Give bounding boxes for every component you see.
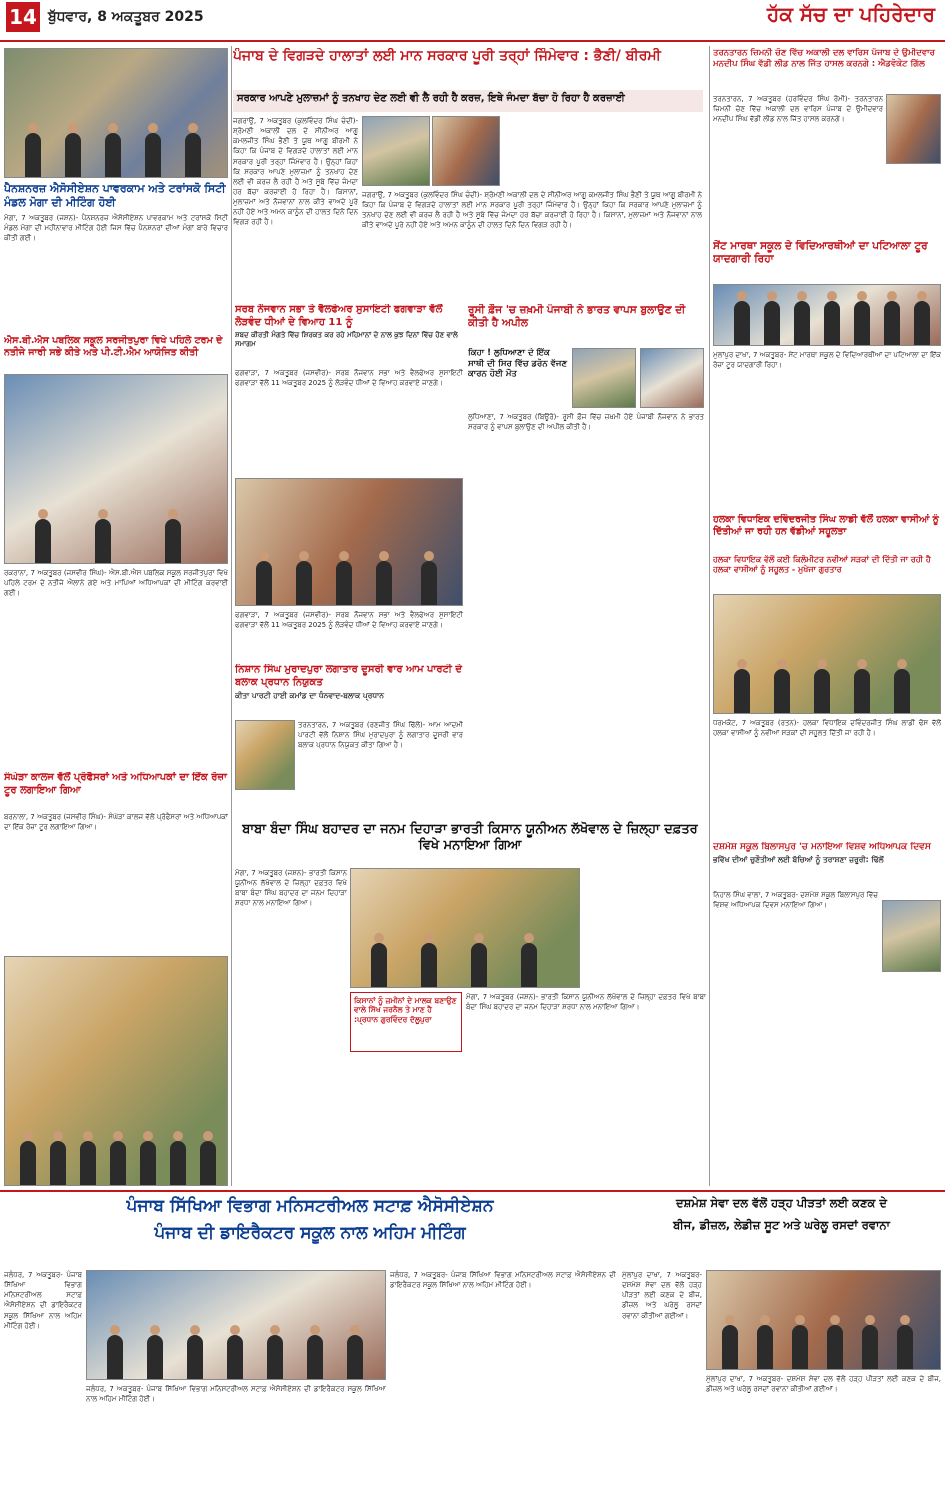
politician-photo-1	[362, 116, 430, 186]
russia-army-story	[468, 304, 704, 346]
mla-ladi-sub: ਹਲਕਾ ਵਿਧਾਇਕ ਵੱਲੋਂ ਕਈ ਕਿਲੋਮੀਟਰ ਨਵੀਆਂ ਸੜਕਾਂ ਦੀ ਦਿੱਤੀ ਜਾ ਰਹੀ ਹੈ ਹਲਕਾ ਵਾਸੀਆਂ ਨੂੰ ਸਹੂਲਤ - ਮੁਖੇਜਾ ਗੁਰਤਾਰ	[713, 555, 931, 574]
main-body-text-cont: ਜਗਰਾਉਂ, 7 ਅਕਤੂਬਰ (ਕੁਲਵਿੰਦਰ ਸਿੰਘ ਚੰਦੀ)- ਸ਼੍ਰੋਮਣੀ ਅਕਾਲੀ ਦਲ ਦੇ ਸੀਨੀਅਰ ਆਗੂ ਕਮਲਜੀਤ ਸਿੰਘ ਭੈਣੀ ਤੇ ਯੂਥ ਆਗੂ ਬੀਰਮੀ ਨੇ ਕਿਹਾ ਕਿ ਪੰਜਾਬ ਦੇ ਵਿਗੜਦੇ ਹਾਲਾਤਾਂ ਲਈ ਮਾਨ ਸਰਕਾਰ ਪੂਰੀ ਤਰ੍ਹਾਂ ਜਿੰਮੇਵਾਰ ਹੈ। ਉਨ੍ਹਾਂ ਕਿਹਾ ਕਿ ਸਰਕਾਰ ਆਪਣੇ ਮੁਲਾਜ਼ਮਾਂ ਨੂੰ ਤਨਖਾਹ ਦੇਣ ਲਈ ਵੀ ਕਰਜ਼ ਲੈ ਰਹੀ ਹੈ ਅਤੇ ਸੂਬੇ ਵਿੱਚ ਜੰਮਦਾ ਹਰ ਬੱਚਾ ਕਰਜ਼ਾਈ ਹੋ ਰਿਹਾ ਹੈ। ਕਿਸਾਨਾਂ, ਮੁਲਾਜ਼ਮਾਂ ਅਤੇ ਨੌਜਵਾਨਾਂ ਨਾਲ ਕੀਤੇ ਵਾਅਦੇ ਪੂਰੇ ਨਹੀਂ ਹੋਏ ਅਤੇ ਅਮਨ ਕਾਨੂੰਨ ਦੀ ਹਾਲਤ ਦਿਨੋਂ ਦਿਨ ਵਿਗੜ ਰਹੀ ਹੈ।	[362, 191, 702, 230]
dashmesh-seva-photo	[706, 1270, 941, 1370]
sbs-school-story	[4, 335, 228, 371]
main-headline-block	[233, 48, 703, 88]
dashmesh-seva-banner	[622, 1196, 941, 1266]
mla-ladi-title: ਹਲਕਾ ਵਿਧਾਇਕ ਦਵਿੰਦਰਜੀਤ ਸਿੰਘ ਲਾਡੀ ਵੱਲੋਂ ਹਲਕਾ ਵਾਸੀਆਂ ਨੂੰ ਦਿੱਤੀਆਂ ਜਾ ਰਹੀ ਹਨ ਵੱਡੀਆਂ ਸਹੂਲਤਾ	[713, 514, 939, 537]
russia-army-aside-block	[468, 348, 568, 408]
sarab-naujawan-photo	[235, 478, 463, 606]
dashmesh-seva-body: ਮੁੱਲਾਂਪੁਰ ਦਾਖਾ, 7 ਅਕਤੂਬਰ- ਦਸ਼ਮੇਸ਼ ਸੇਵਾ ਦਲ ਵੱਲੋਂ ਹੜ੍ਹ ਪੀੜਤਾਂ ਲਈ ਕਣਕ ਦੇ ਬੀਜ, ਡੀਜ਼ਲ ਅਤੇ ਘਰੇਲੂ ਰਸਦਾਂ ਰਵਾਨਾ ਕੀਤੀਆਂ ਗਈਆਂ।	[622, 1271, 702, 1320]
russia-army-body: ਲੁਧਿਆਣਾ, 7 ਅਕਤੂਬਰ (ਬਿਊਰੋ)- ਰੂਸੀ ਫ਼ੌਜ ਵਿੱਚ ਜ਼ਖ਼ਮੀ ਹੋਏ ਪੰਜਾਬੀ ਨੌਜਵਾਨ ਨੇ ਭਾਰਤ ਸਰਕਾਰ ਨੂੰ ਵਾਪਸ ਬੁਲਾਉਣ ਦੀ ਅਪੀਲ ਕੀਤੀ ਹੈ।	[468, 413, 704, 432]
nishan-singh-photo	[235, 720, 295, 790]
sarab-naujawan-story	[235, 304, 463, 364]
farmer-union-banner	[235, 822, 705, 864]
politician-photo-2	[432, 116, 500, 186]
sanghera-college-story	[4, 772, 228, 808]
main-story-body	[233, 116, 358, 296]
page-number: 14	[6, 2, 40, 32]
masthead	[0, 0, 945, 42]
ministerial-staff-body-block-3	[390, 1270, 616, 1502]
main-subhead-block	[233, 90, 703, 112]
newspaper-brand: ਹੱਕ ਸੱਚ ਦਾ ਪਹਿਰੇਦਾਰ	[767, 2, 935, 26]
main-story-body-cont	[362, 190, 702, 298]
sarab-naujawan-title: ਸਰਬ ਨੌਜਵਾਨ ਸਭਾ ਤੇ ਵੈਲਫੇਅਰ ਸੁਸਾਇਟੀ ਫਗਵਾੜਾ ਵੱਲੋਂ ਲੋੜਵੰਦ ਧੀਆਂ ਦੇ ਵਿਆਹ 11 ਨੂੰ	[235, 304, 443, 328]
st-martha-title: ਸੇਂਟ ਮਾਰਥਾ ਸਕੂਲ ਦੇ ਵਿਦਿਆਰਥੀਆਂ ਦਾ ਪਟਿਆਲਾ ਟੂਰ ਯਾਦਗਾਰੀ ਰਿਹਾ	[713, 240, 928, 266]
farmer-story-body-block	[235, 868, 347, 1128]
main-body-text: ਜਗਰਾਉਂ, 7 ਅਕਤੂਬਰ (ਕੁਲਵਿੰਦਰ ਸਿੰਘ ਚੰਦੀ)- ਸ਼੍ਰੋਮਣੀ ਅਕਾਲੀ ਦਲ ਦੇ ਸੀਨੀਅਰ ਆਗੂ ਕਮਲਜੀਤ ਸਿੰਘ ਭੈਣੀ ਤੇ ਯੂਥ ਆਗੂ ਬੀਰਮੀ ਨੇ ਕਿਹਾ ਕਿ ਪੰਜਾਬ ਦੇ ਵਿਗੜਦੇ ਹਾਲਾਤਾਂ ਲਈ ਮਾਨ ਸਰਕਾਰ ਪੂਰੀ ਤਰ੍ਹਾਂ ਜਿੰਮੇਵਾਰ ਹੈ। ਉਨ੍ਹਾਂ ਕਿਹਾ ਕਿ ਸਰਕਾਰ ਆਪਣੇ ਮੁਲਾਜ਼ਮਾਂ ਨੂੰ ਤਨਖਾਹ ਦੇਣ ਲਈ ਵੀ ਕਰਜ਼ ਲੈ ਰਹੀ ਹੈ ਅਤੇ ਸੂਬੇ ਵਿੱਚ ਜੰਮਦਾ ਹਰ ਬੱਚਾ ਕਰਜ਼ਾਈ ਹੋ ਰਿਹਾ ਹੈ। ਕਿਸਾਨਾਂ, ਮੁਲਾਜ਼ਮਾਂ ਅਤੇ ਨੌਜਵਾਨਾਂ ਨਾਲ ਕੀਤੇ ਵਾਅਦੇ ਪੂਰੇ ਨਹੀਂ ਹੋਏ ਅਤੇ ਅਮਨ ਕਾਨੂੰਨ ਦੀ ਹਾਲਤ ਦਿਨੋਂ ਦਿਨ ਵਿਗੜ ਰਹੀ ਹੈ।	[233, 117, 358, 227]
russia-army-title: ਰੂਸੀ ਫ਼ੌਜ 'ਚ ਜ਼ਖ਼ਮੀ ਪੰਜਾਬੀ ਨੇ ਭਾਰਤ ਵਾਪਸ ਬੁਲਾਉਣ ਦੀ ਕੀਤੀ ਹੈ ਅਪੀਲ	[468, 304, 686, 330]
right-column-divider	[709, 46, 710, 1186]
teachers-day-body-block	[713, 890, 878, 1180]
st-martha-body: ਮੁਲਾਂਪੁਰ ਦਾਖਾ, 7 ਅਕਤੂਬਰ- ਸੇਂਟ ਮਾਰਥਾ ਸਕੂਲ ਦੇ ਵਿਦਿਆਰਥੀਆਂ ਦਾ ਪਟਿਆਲਾ ਦਾ ਇੱਕ ਰੋਜ਼ਾ ਟੂਰ ਯਾਦਗਾਰੀ ਰਿਹਾ।	[713, 351, 941, 370]
nishan-singh-sub: ਕੀਤਾ ਪਾਰਟੀ ਹਾਈ ਕਮਾਂਡ ਦਾ ਧੰਨਵਾਦ-ਬਲਾਕ ਪ੍ਰਧਾਨ	[235, 691, 384, 700]
sbs-school-photo	[4, 374, 228, 564]
st-martha-body-block	[713, 350, 941, 510]
st-martha-story	[713, 240, 941, 280]
sanghera-college-body: ਬਰਨਾਲਾ, 7 ਅਕਤੂਬਰ (ਜਸਵੀਰ ਸਿੰਘ)- ਸੰਘੇੜਾ ਕਾਲਜ ਵੱਲੋਂ ਪ੍ਰੋਫੈਸਰਾਂ ਅਤੇ ਅਧਿਆਪਕਾਂ ਦਾ ਇੱਕ ਰੋਜ਼ਾ ਟੂਰ ਲਗਾਇਆ ਗਿਆ।	[4, 813, 228, 832]
column-divider	[231, 46, 232, 1186]
bottom-divider	[0, 1190, 945, 1192]
pensioners-story	[4, 182, 228, 332]
ministerial-staff-banner	[4, 1196, 616, 1266]
tarn-taran-body-block	[713, 94, 883, 234]
dashmesh-seva-body-cont: ਮੁੱਲਾਂਪੁਰ ਦਾਖਾ, 7 ਅਕਤੂਬਰ- ਦਸ਼ਮੇਸ਼ ਸੇਵਾ ਦਲ ਵੱਲੋਂ ਹੜ੍ਹ ਪੀੜਤਾਂ ਲਈ ਕਣਕ ਦੇ ਬੀਜ, ਡੀਜ਼ਲ ਅਤੇ ਘਰੇਲੂ ਰਸਦਾਂ ਰਵਾਨਾ ਕੀਤੀਆਂ ਗਈਆਂ।	[706, 1375, 941, 1394]
sarab-naujawan-sub: ਸ਼ਬਦ ਕੀਰਤੀ ਮੰਗਤੇ ਵਿੱਚ ਸ਼ਿਰਕਤ ਕਰ ਰਹੇ ਮਹਿਮਾਨਾਂ ਦੇ ਨਾਲ ਕੁਝ ਦਿਨਾਂ ਵਿੱਚ ਹੋਣ ਵਾਲੇ ਸਮਾਗਮ	[235, 331, 458, 348]
ministerial-staff-body-block-2	[86, 1384, 386, 1502]
teachers-day-photo	[882, 900, 941, 972]
dashmesh-seva-body-block	[622, 1270, 702, 1502]
sbs-school-body: ਰਕਰਾਨਾ, 7 ਅਕਤੂਬਰ (ਜਸਵੀਰ ਸਿੰਘ)- ਐਸ.ਬੀ.ਐਸ ਪਬਲਿਕ ਸਕੂਲ ਸਰਜੀਤਪੁਰਾ ਵਿਖੇ ਪਹਿਲੇ ਟਰਮ ਦੇ ਨਤੀਜੇ ਐਲਾਨੇ ਗਏ ਅਤੇ ਮਾਪਿਆਂ ਅਧਿਆਪਕਾਂ ਦੀ ਮੀਟਿੰਗ ਕਰਵਾਈ ਗਈ।	[4, 569, 228, 598]
pensioners-title: ਪੈਨਸ਼ਨਰਜ਼ ਐਸੋਸੀਏਸ਼ਨ ਪਾਵਰਕਾਮ ਅਤੇ ਟਰਾਂਸਕੋ ਸਿਟੀ ਮੰਡਲ ਮੋਗਾ ਦੀ ਮੀਟਿੰਗ ਹੋਈ	[4, 182, 226, 209]
teachers-day-sub: ਭਵਿੱਖ ਦੀਆਂ ਚੁਣੌਤੀਆਂ ਲਈ ਬੱਚਿਆਂ ਨੂੰ ਤਰਾਸ਼ਣਾ ਜ਼ਰੂਰੀ: ਢਿੱਲੋਂ	[713, 855, 884, 865]
mla-ladi-sub-block	[713, 555, 941, 591]
sarab-naujawan-body: ਫਗਵਾੜਾ, 7 ਅਕਤੂਬਰ (ਜਸਵੀਰ)- ਸਰਬ ਨੌਜਵਾਨ ਸਭਾ ਅਤੇ ਵੈਲਫੇਅਰ ਸੁਸਾਇਟੀ ਫਗਵਾੜਾ ਵੱਲੋਂ 11 ਅਕਤੂਬਰ 2025 ਨੂੰ ਲੋੜਵੰਦ ਧੀਆਂ ਦੇ ਵਿਆਹ ਕਰਵਾਏ ਜਾਣਗੇ।	[235, 369, 463, 388]
mla-ladi-photo	[713, 594, 941, 714]
farmer-event-photo	[350, 868, 580, 988]
farmer-quote-box	[350, 992, 462, 1052]
st-martha-photo	[713, 284, 941, 346]
ministerial-staff-body-block	[4, 1270, 82, 1502]
russia-army-aside: ਕਿਹਾ ! ਲੁਧਿਆਣਾ ਦੇ ਇੱਕ ਸਾਥੀ ਦੀ ਸਿਰ ਵਿੱਚ ਡਰੋਨ ਵੱਜਣ ਕਾਰਨ ਹੋਈ ਮੌਤ	[468, 348, 567, 380]
farmer-story-body-cont: ਮੋਗਾ, 7 ਅਕਤੂਬਰ (ਜਸ਼ਨ)- ਭਾਰਤੀ ਕਿਸਾਨ ਯੂਨੀਅਨ ਲੱਖੋਵਾਲ ਦੇ ਜ਼ਿਲ੍ਹਾ ਦਫ਼ਤਰ ਵਿਖੇ ਬਾਬਾ ਬੰਦਾ ਸਿੰਘ ਬਹਾਦਰ ਦਾ ਜਨਮ ਦਿਹਾੜਾ ਸ਼ਰਧਾ ਨਾਲ ਮਨਾਇਆ ਗਿਆ।	[466, 993, 706, 1012]
ministerial-staff-line1: ਪੰਜਾਬ ਸਿੱਖਿਆ ਵਿਭਾਗ ਮਨਿਸਟਰੀਅਲ ਸਟਾਫ਼ ਐਸੋਸੀਏਸ਼ਨ	[126, 1196, 494, 1216]
sarab-naujawan-body-block	[235, 368, 463, 473]
nishan-singh-body-block	[298, 720, 463, 816]
russia-army-body-block	[468, 412, 704, 812]
sanghera-college-title: ਸੰਘੇੜਾ ਕਾਲਜ ਵੱਲੋਂ ਪ੍ਰੋਫੈਸਰਾਂ ਅਤੇ ਅਧਿਆਪਕਾਂ ਦਾ ਇੱਕ ਰੋਜ਼ਾ ਟੂਰ ਲਗਾਇਆ ਗਿਆ	[4, 772, 227, 796]
mla-ladi-body-block	[713, 718, 941, 838]
farmer-quote: ਕਿਸਾਨਾਂ ਨੂੰ ਜ਼ਮੀਨਾਂ ਦੇ ਮਾਲਕ ਬਣਾਉਣ ਵਾਲੇ ਸਿੱਖ ਜਰਨੈਲ ਤੇ ਮਾਣ ਹੈ :ਪ੍ਰਧਾਨ ਗੁਰਵਿੰਦਰ ਦੱਲੂਪੁਰਾ	[354, 996, 457, 1024]
advocate-gill-photo	[886, 94, 941, 164]
injured-soldier-photo-2	[640, 348, 704, 408]
pensioners-body: ਮੋਗਾ, 7 ਅਕਤੂਬਰ (ਜਸ਼ਨ)- ਪੈਨਸ਼ਨਰਜ਼ ਐਸੋਸੀਏਸ਼ਨ ਪਾਵਰਕਾਮ ਅਤੇ ਟਰਾਂਸਕੋ ਸਿਟੀ ਮੰਡਲ ਮੋਗਾ ਦੀ ਮਹੀਨਾਵਾਰ ਮੀਟਿੰਗ ਹੋਈ ਜਿਸ ਵਿੱਚ ਪੈਨਸ਼ਨਰਾਂ ਦੀਆਂ ਮੰਗਾਂ ਬਾਰੇ ਵਿਚਾਰ ਕੀਤੀ ਗਈ।	[4, 213, 228, 242]
nishan-singh-body: ਤਰਨਤਾਰਨ, 7 ਅਕਤੂਬਰ (ਰਣਜੀਤ ਸਿੰਘ ਢਿੱਲੋਂ)- ਆਮ ਆਦਮੀ ਪਾਰਟੀ ਵੱਲੋਂ ਨਿਸ਼ਾਨ ਸਿੰਘ ਮੁਰਾਦਪੁਰਾ ਨੂੰ ਲਗਾਤਾਰ ਦੂਸਰੀ ਵਾਰ ਬਲਾਕ ਪ੍ਰਧਾਨ ਨਿਯੁਕਤ ਕੀਤਾ ਗਿਆ ਹੈ।	[298, 721, 463, 750]
nishan-singh-story	[235, 664, 463, 716]
tarn-taran-story	[713, 48, 941, 92]
pensioners-meeting-photo	[4, 48, 228, 178]
teachers-day-story	[713, 842, 941, 886]
farmer-union-headline: ਬਾਬਾ ਬੰਦਾ ਸਿੰਘ ਬਹਾਦਰ ਦਾ ਜਨਮ ਦਿਹਾੜਾ ਭਾਰਤੀ ਕਿਸਾਨ ਯੂਨੀਅਨ ਲੱਖੋਵਾਲ ਦੇ ਜ਼ਿਲ੍ਹਾ ਦਫ਼ਤਰ ਵਿਖੇ ਮਨਾਇਆ ਗਿਆ	[242, 822, 698, 854]
dashmesh-seva-line1: ਦਸ਼ਮੇਸ਼ ਸੇਵਾ ਦਲ ਵੱਲੋਂ ਹੜ੍ਹ ਪੀੜਤਾਂ ਲਈ ਕਣਕ ਦੇ	[676, 1196, 887, 1210]
dashmesh-seva-line2: ਬੀਜ, ਡੀਜ਼ਲ, ਲੇਡੀਜ਼ ਸੂਟ ਅਤੇ ਘਰੇਲੂ ਰਸਦਾਂ ਰਵਾਨਾ	[673, 1218, 890, 1233]
injured-soldier-photo-1	[572, 348, 636, 408]
tarn-taran-title: ਤਰਨਤਾਰਨ ਜ਼ਿਮਨੀ ਚੋਣ ਵਿੱਚ ਅਕਾਲੀ ਦਲ ਵਾਰਿਸ ਪੰਜਾਬ ਦੇ ਉਮੀਦਵਾਰ ਮਨਦੀਪ ਸਿੰਘ ਵੱਡੀ ਲੀਡ ਨਾਲ ਜਿੱਤ ਹਾਸਲ ਕਰਨਗੇ : ਐਡਵੋਕੇਟ ਗਿੱਲ	[713, 48, 935, 69]
teachers-day-title: ਦਸ਼ਮੇਸ਼ ਸਕੂਲ ਬਿਲਾਸਪੁਰ 'ਚ ਮਨਾਇਆ ਵਿਸ਼ਵ ਅਧਿਆਪਕ ਦਿਵਸ	[713, 842, 931, 852]
sanghera-college-photo	[4, 956, 228, 1186]
mla-ladi-story	[713, 514, 941, 552]
ministerial-staff-body: ਜਲੰਧਰ, 7 ਅਕਤੂਬਰ- ਪੰਜਾਬ ਸਿੱਖਿਆ ਵਿਭਾਗ ਮਨਿਸਟਰੀਅਲ ਸਟਾਫ਼ ਐਸੋਸੀਏਸ਼ਨ ਦੀ ਡਾਇਰੈਕਟਰ ਸਕੂਲ ਸਿੱਖਿਆ ਨਾਲ ਅਹਿਮ ਮੀਟਿੰਗ ਹੋਈ।	[4, 1271, 82, 1330]
sarab-naujawan-body-block-2	[235, 610, 463, 660]
sarab-naujawan-body-cont: ਫਗਵਾੜਾ, 7 ਅਕਤੂਬਰ (ਜਸਵੀਰ)- ਸਰਬ ਨੌਜਵਾਨ ਸਭਾ ਅਤੇ ਵੈਲਫੇਅਰ ਸੁਸਾਇਟੀ ਫਗਵਾੜਾ ਵੱਲੋਂ 11 ਅਕਤੂਬਰ 2025 ਨੂੰ ਲੋੜਵੰਦ ਧੀਆਂ ਦੇ ਵਿਆਹ ਕਰਵਾਏ ਜਾਣਗੇ।	[235, 611, 463, 630]
farmer-story-body-block-2	[466, 992, 706, 1128]
main-headline: ਪੰਜਾਬ ਦੇ ਵਿਗੜਦੇ ਹਾਲਾਤਾਂ ਲਈ ਮਾਨ ਸਰਕਾਰ ਪੂਰੀ ਤਰ੍ਹਾਂ ਜਿੰਮੇਵਾਰ : ਭੈਣੀ/ ਬੀਰਮੀ	[233, 48, 661, 64]
mla-ladi-body: ਧਰਮਕੋਟ, 7 ਅਕਤੂਬਰ (ਰਤਨ)- ਹਲਕਾ ਵਿਧਾਇਕ ਦਵਿੰਦਰਜੀਤ ਸਿੰਘ ਲਾਡੀ ਢੋਸ ਵੱਲੋਂ ਹਲਕਾ ਵਾਸੀਆਂ ਨੂੰ ਨਵੀਆਂ ਸੜਕਾਂ ਦੀ ਸਹੂਲਤ ਦਿੱਤੀ ਜਾ ਰਹੀ ਹੈ।	[713, 719, 941, 738]
sanghera-college-body-block	[4, 812, 228, 952]
issue-date: ਬੁੱਧਵਾਰ, 8 ਅਕਤੂਬਰ 2025	[48, 9, 204, 25]
nishan-singh-title: ਨਿਸ਼ਾਨ ਸਿੰਘ ਮੁਰਾਦਪੁਰਾ ਲਗਾਤਾਰ ਦੂਸਰੀ ਵਾਰ ਆਮ ਪਾਰਟੀ ਦੇ ਬਲਾਕ ਪ੍ਰਧਾਨ ਨਿਯੁਕਤ	[235, 664, 463, 688]
dashmesh-seva-body-block-2	[706, 1374, 941, 1502]
ministerial-staff-line2: ਪੰਜਾਬ ਦੀ ਡਾਇਰੈਕਟਰ ਸਕੂਲ ਨਾਲ ਅਹਿਮ ਮੀਟਿੰਗ	[154, 1223, 466, 1244]
farmer-story-body: ਮੋਗਾ, 7 ਅਕਤੂਬਰ (ਜਸ਼ਨ)- ਭਾਰਤੀ ਕਿਸਾਨ ਯੂਨੀਅਨ ਲੱਖੋਵਾਲ ਦੇ ਜ਼ਿਲ੍ਹਾ ਦਫ਼ਤਰ ਵਿਖੇ ਬਾਬਾ ਬੰਦਾ ਸਿੰਘ ਬਹਾਦਰ ਦਾ ਜਨਮ ਦਿਹਾੜਾ ਸ਼ਰਧਾ ਨਾਲ ਮਨਾਇਆ ਗਿਆ।	[235, 869, 347, 908]
tarn-taran-body: ਤਰਨਤਾਰਨ, 7 ਅਕਤੂਬਰ (ਹਰਵਿੰਦਰ ਸਿੰਘ ਰੋਮੀ)- ਤਰਨਤਾਰਨ ਜ਼ਿਮਨੀ ਚੋਣ ਵਿੱਚ ਅਕਾਲੀ ਦਲ ਵਾਰਿਸ ਪੰਜਾਬ ਦੇ ਉਮੀਦਵਾਰ ਮਨਦੀਪ ਸਿੰਘ ਵੱਡੀ ਲੀਡ ਨਾਲ ਜਿੱਤ ਹਾਸਲ ਕਰਨਗੇ।	[713, 95, 883, 124]
ministerial-staff-photo	[86, 1270, 386, 1380]
ministerial-staff-body-cont: ਜਲੰਧਰ, 7 ਅਕਤੂਬਰ- ਪੰਜਾਬ ਸਿੱਖਿਆ ਵਿਭਾਗ ਮਨਿਸਟਰੀਅਲ ਸਟਾਫ਼ ਐਸੋਸੀਏਸ਼ਨ ਦੀ ਡਾਇਰੈਕਟਰ ਸਕੂਲ ਸਿੱਖਿਆ ਨਾਲ ਅਹਿਮ ਮੀਟਿੰਗ ਹੋਈ।	[86, 1385, 386, 1404]
ministerial-staff-body-more: ਜਲੰਧਰ, 7 ਅਕਤੂਬਰ- ਪੰਜਾਬ ਸਿੱਖਿਆ ਵਿਭਾਗ ਮਨਿਸਟਰੀਅਲ ਸਟਾਫ਼ ਐਸੋਸੀਏਸ਼ਨ ਦੀ ਡਾਇਰੈਕਟਰ ਸਕੂਲ ਸਿੱਖਿਆ ਨਾਲ ਅਹਿਮ ਮੀਟਿੰਗ ਹੋਈ।	[390, 1271, 616, 1290]
sbs-school-body-block	[4, 568, 228, 768]
teachers-day-body: ਨਿਹਾਲ ਸਿੰਘ ਵਾਲਾ, 7 ਅਕਤੂਬਰ- ਦਸ਼ਮੇਸ਼ ਸਕੂਲ ਬਿਲਾਸਪੁਰ ਵਿੱਚ ਵਿਸ਼ਵ ਅਧਿਆਪਕ ਦਿਵਸ ਮਨਾਇਆ ਗਿਆ।	[713, 891, 878, 910]
sbs-school-title: ਐਸ.ਬੀ.ਐਸ ਪਬਲਿਕ ਸਕੂਲ ਸਰਜੀਤਪੁਰਾ ਵਿਖੇ ਪਹਿਲੇ ਟਰਮ ਦੇ ਨਤੀਜੇ ਜਾਰੀ ਸਭੇ ਕੀਤੇ ਅਤੇ ਪੀ.ਟੀ.ਐਮ ਆਯੋਜਿਤ ਕੀਤੀ	[4, 335, 223, 358]
main-subhead: ਸਰਕਾਰ ਆਪਣੇ ਮੁਲਾਜ਼ਮਾਂ ਨੂੰ ਤਨਖਾਹ ਦੇਣ ਲਈ ਵੀ ਲੈ ਰਹੀ ਹੈ ਕਰਜ਼, ਇਥੇ ਜੰਮਦਾ ਬੱਚਾ ਹੋ ਰਿਹਾ ਹੈ ਕਰਜ਼ਾਈ	[237, 93, 625, 104]
